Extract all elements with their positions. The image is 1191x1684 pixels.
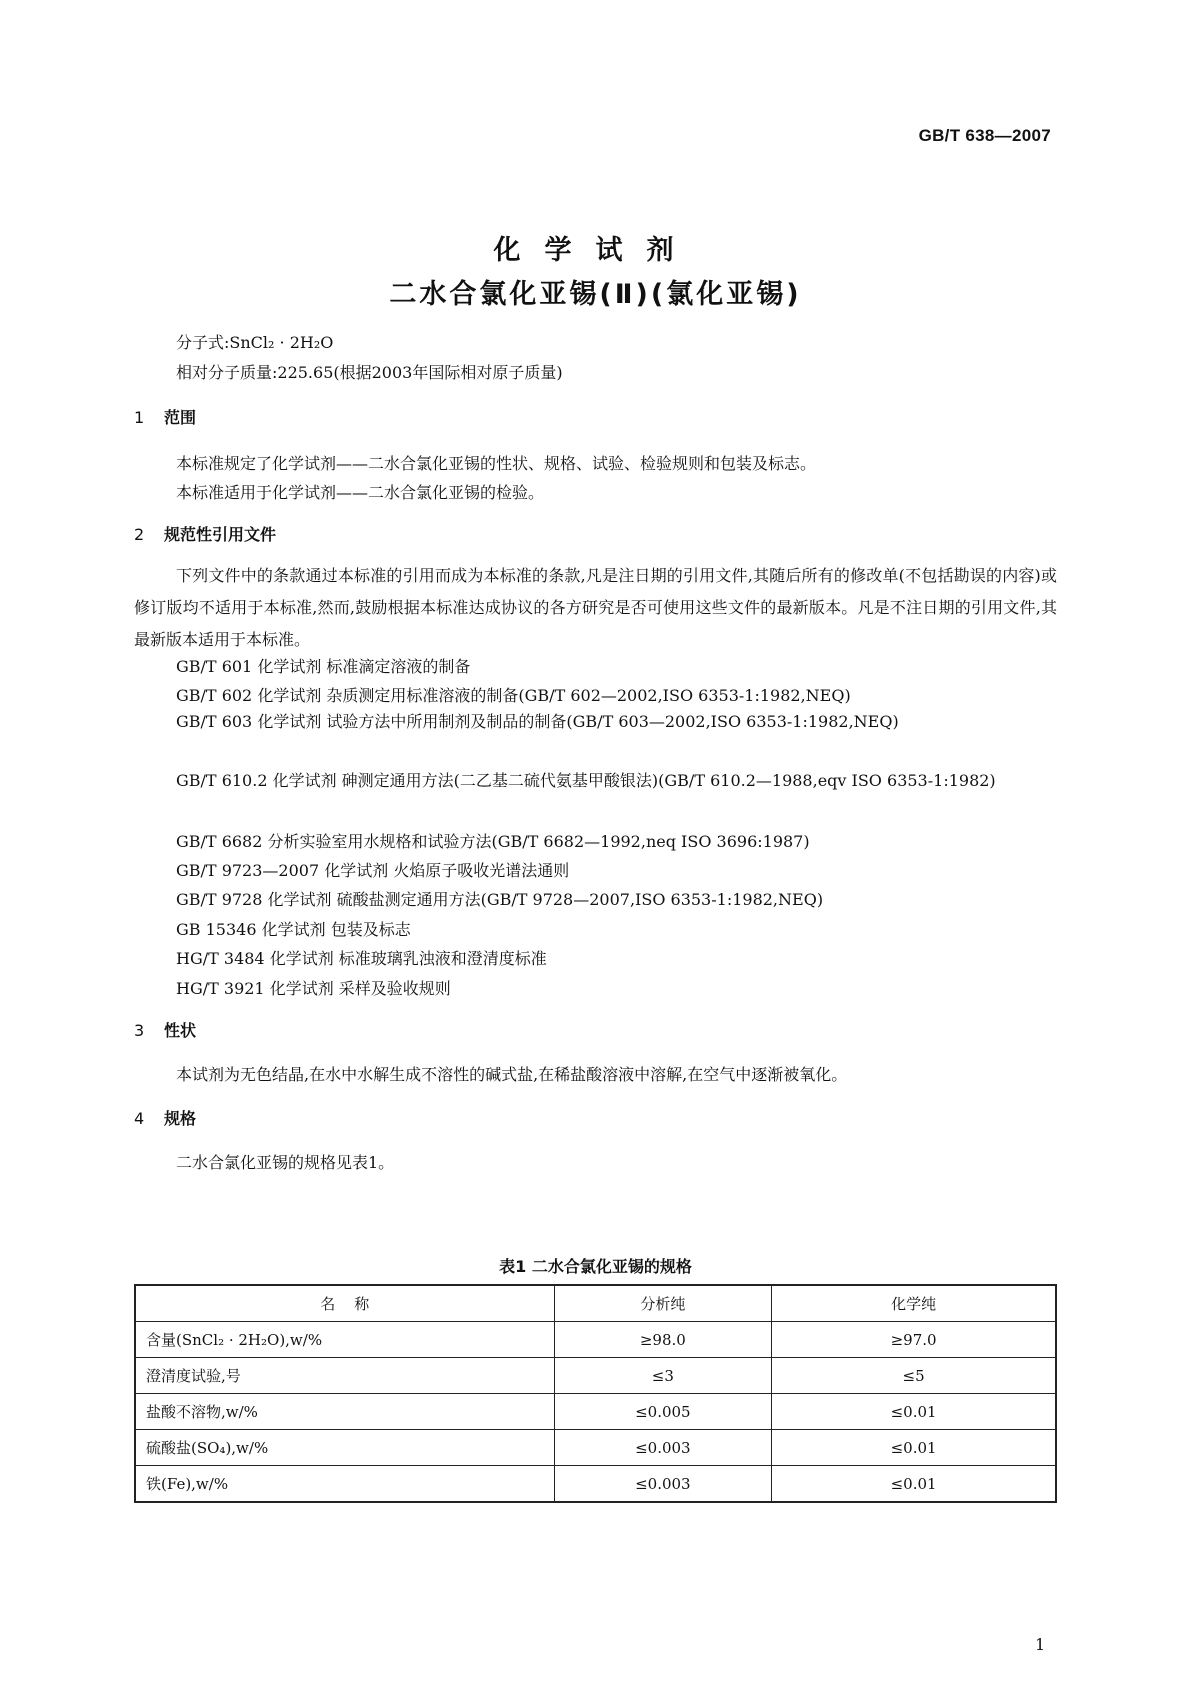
section-1-paragraph-1: 本标准规定了化学试剂——二水合氯化亚锡的性状、规格、试验、检验规则和包装及标志。: [176, 454, 817, 473]
table-cell: ≥97.0: [772, 1322, 1056, 1358]
title-line-2: 二水合氯化亚锡(Ⅱ)(氯化亚锡): [389, 279, 802, 310]
table-cell: 澄清度试验,号: [135, 1358, 554, 1394]
section-3-paragraph: 本试剂为无色结晶,在水中水解生成不溶性的碱式盐,在稀盐酸溶液中溶解,在空气中逐渐被氧化。: [176, 1065, 848, 1084]
section-4-heading: [134, 1106, 196, 1129]
table-cell: ≤0.01: [772, 1430, 1056, 1466]
section-1-heading: [134, 405, 196, 428]
table-row: [135, 1430, 1056, 1466]
reference-item: GB/T 610.2 化学试剂 砷测定通用方法(二乙基二硫代氨基甲酸银法)(GB/T 610.2—1988,eqv ISO 6353-1:1982): [176, 771, 996, 790]
table-cell: ≤0.003: [554, 1466, 772, 1503]
table-row: [135, 1394, 1056, 1430]
column-header-cp: 化学纯: [772, 1285, 1056, 1322]
table-caption: 表1 二水合氯化亚锡的规格: [499, 1257, 692, 1276]
section-2-number: 2: [134, 525, 145, 544]
section-4-title: 规格: [164, 1109, 197, 1128]
table-cell: 硫酸盐(SO₄),w/%: [135, 1430, 554, 1466]
section-1-title: 范围: [164, 408, 197, 427]
section-3-number: 3: [134, 1021, 145, 1040]
page-number: 1: [1035, 1635, 1046, 1654]
standard-number: GB/T 638—2007: [918, 126, 1051, 145]
reference-item: HG/T 3484 化学试剂 标准玻璃乳浊液和澄清度标准: [176, 949, 547, 968]
table-cell: 铁(Fe),w/%: [135, 1466, 554, 1503]
section-4-paragraph: 二水合氯化亚锡的规格见表1。: [176, 1153, 395, 1172]
table-cell: ≤5: [772, 1358, 1056, 1394]
column-header-ar: 分析纯: [554, 1285, 772, 1322]
table-cell: ≥98.0: [554, 1322, 772, 1358]
section-2-title: 规范性引用文件: [164, 525, 277, 544]
column-header-name: 名 称: [135, 1285, 554, 1322]
section-1-number: 1: [134, 408, 145, 427]
table-cell: ≤0.005: [554, 1394, 772, 1430]
molecular-mass: 相对分子质量:225.65(根据2003年国际相对原子质量): [176, 363, 563, 382]
table-row: [135, 1358, 1056, 1394]
section-3-title: 性状: [164, 1021, 197, 1040]
table-cell: ≤0.003: [554, 1430, 772, 1466]
table-row: [135, 1466, 1056, 1503]
specification-table: [134, 1284, 1057, 1503]
reference-item: GB 15346 化学试剂 包装及标志: [176, 920, 411, 939]
table-cell: 盐酸不溶物,w/%: [135, 1394, 554, 1430]
section-2-heading: [134, 522, 276, 545]
table-row: [135, 1322, 1056, 1358]
reference-item: GB/T 9728 化学试剂 硫酸盐测定通用方法(GB/T 9728—2007,ISO 6353-1:1982,NEQ): [176, 890, 824, 909]
section-1-paragraph-2: 本标准适用于化学试剂——二水合氯化亚锡的检验。: [176, 483, 545, 502]
table-cell: ≤0.01: [772, 1394, 1056, 1430]
section-2-intro: 下列文件中的条款通过本标准的引用而成为本标准的条款,凡是注日期的引用文件,其随后所有的修改单(不包括勘误的内容)或修订版均不适用于本标准,然而,鼓励根据本标准达成协议的各方研究是否可使用这些文件的最新版本。凡是不注日期的引用文件,其最新版本适用于本标准。: [134, 566, 1057, 649]
reference-item: GB/T 6682 分析实验室用水规格和试验方法(GB/T 6682—1992,neq ISO 3696:1987): [176, 832, 810, 851]
reference-item: HG/T 3921 化学试剂 采样及验收规则: [176, 979, 451, 998]
table-cell: 含量(SnCl₂ · 2H₂O),w/%: [135, 1322, 554, 1358]
reference-item: GB/T 602 化学试剂 杂质测定用标准溶液的制备(GB/T 602—2002,ISO 6353-1:1982,NEQ): [176, 686, 851, 705]
reference-item: GB/T 601 化学试剂 标准滴定溶液的制备: [176, 657, 471, 676]
reference-item: GB/T 603 化学试剂 试验方法中所用制剂及制品的制备(GB/T 603—2002,ISO 6353-1:1982,NEQ): [176, 712, 899, 731]
title-line-1: 化学试剂: [493, 235, 698, 266]
table-cell: ≤3: [554, 1358, 772, 1394]
reference-item: GB/T 9723—2007 化学试剂 火焰原子吸收光谱法通则: [176, 861, 570, 880]
section-4-number: 4: [134, 1109, 145, 1128]
molecular-formula: 分子式:SnCl₂ · 2H₂O: [176, 333, 334, 352]
section-3-heading: [134, 1018, 196, 1041]
table-cell: ≤0.01: [772, 1466, 1056, 1503]
table-header-row: [135, 1285, 1056, 1322]
